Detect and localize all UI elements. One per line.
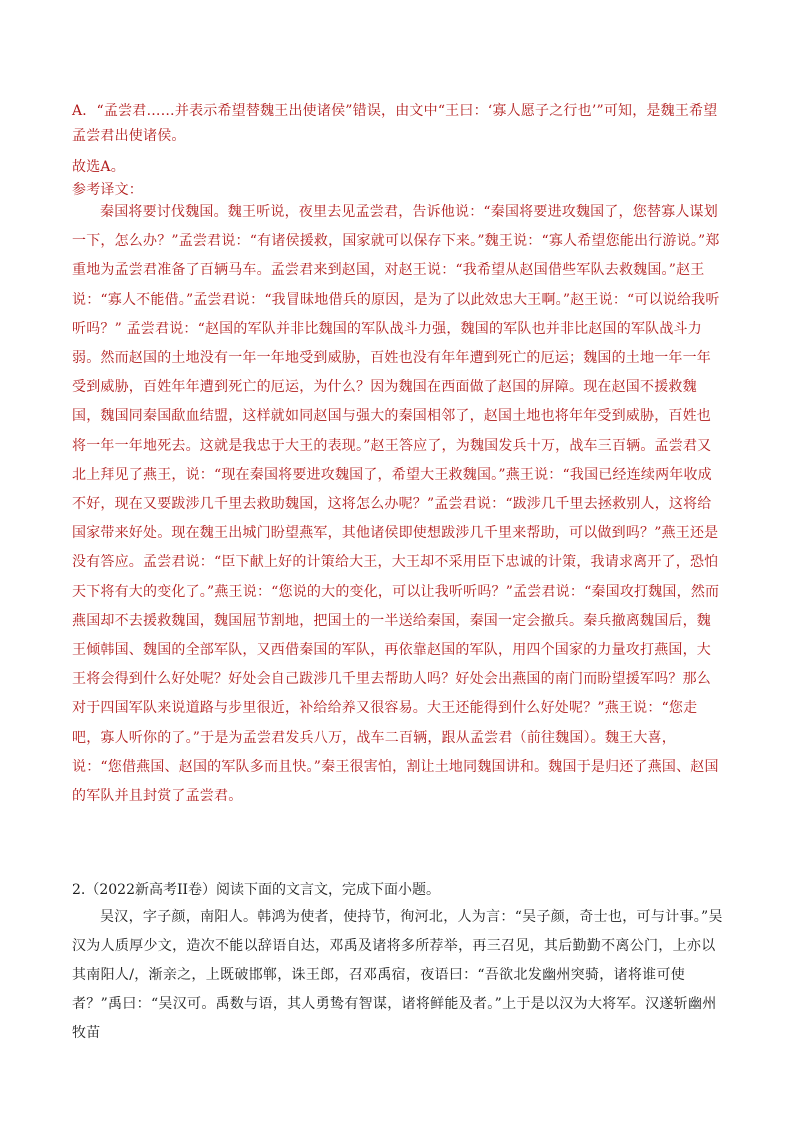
classical-passage: 吴汉，字子颜，南阳人。韩鸿为使者，使持节，徇河北，人为言：“吴子颜，奇士也，可与计事。”吴汉为人质厚少文，造次不能以辞语自达，邓禹及诸将多所荐举，再三召见，其后勤勤不离公门，上亦以其南阳人/，渐亲之，上既破邯郸，诛王郎，召邓禹宿，夜语曰：“吾欲北发幽州突骑，诸将谁可使者？”禹曰：“吴汉可。禹数与语，其人勇鸷有智谋，诸将鲜能及者。”上于是以汉为大将军。汉遂斩幽州牧苗 bbox=[72, 909, 723, 1041]
question-heading: 2.（2022新高考II卷）阅读下面的文言文，完成下面小题。 bbox=[72, 882, 441, 898]
translation-heading: 参考译文： bbox=[72, 182, 143, 198]
translation-body: 秦国将要讨伐魏国。魏王听说，夜里去见孟尝君，告诉他说：“秦国将要进攻魏国了，您替寡人谋划一下，怎么办？”孟尝君说：“有诸侯援救，国家就可以保存下来。”魏王说：“寡人希望您能出行游说。”郑重地为孟尝君准备了百辆马车。孟尝君来到赵国，对赵王说：“我希望从赵国借些军队去救魏国。”赵王说：“寡人不能借。”孟尝君说：“我冒昧地借兵的原因，是为了以此效忠大王啊。”赵王说：“可以说给我听听吗？” 孟尝君说：“赵国的军队并非比魏国的军队战斗力强，魏国的军队也并非比赵国的军队战斗力弱。然而赵国的土地没有一年一年地受到威胁，百姓也没有年年遭到死亡的厄运；魏国的土地一年一年受到威胁，百姓年年遭到死亡的厄运，为什么？因为魏国在西面做了赵国的屏障。现在赵国不援救魏国，魏国同秦国歃血结盟，这样就如同赵国与强大的秦国相邻了，赵国土地也将年年受到威胁，百姓也将一年一年地死去。这就是我忠于大王的表现。”赵王答应了，为魏国发兵十万，战车三百辆。孟尝君又北上拜见了燕王，说：“现在秦国将要进攻魏国了，希望大王救魏国。”燕王说：“我国已经连续两年收成不好，现在又要跋涉几千里去救助魏国，这将怎么办呢？”孟尝君说：“跋涉几千里去拯救别人，这将给国家带来好处。现在魏王出城门盼望燕军，其他诸侯即使想跋涉几千里来帮助，可以做到吗？”燕王还是没有答应。孟尝君说：“臣下献上好的计策给大王，大王却不采用臣下忠诚的计策，我请求离开了，恐怕天下将有大的变化了。”燕王说：“您说的大的变化，可以让我听听吗？”孟尝君说：“秦国攻打魏国，然而燕国却不去援救魏国，魏国屈节割地，把国土的一半送给秦国，秦国一定会撤兵。秦兵撤离魏国后，魏王倾韩国、魏国的全部军队，又西借秦国的军队，再依靠赵国的军队，用四个国家的力量攻打燕国，大王将会得到什么好处呢？好处会自己跋涉几千里去帮助人吗？好处会出燕国的南门而盼望援军吗？那么对于四国军队来说道路与步里很近，补给给养又很容易。大王还能得到什么好处呢？”燕王说：“您走吧，寡人听你的了。”于是为孟尝君发兵八万，战车二百辆，跟从孟尝君（前往魏国）。魏王大喜，说：“您借燕国、赵国的军队多而且快。”秦王很害怕，割让土地同魏国讲和。魏国于是归还了燕国、赵国的军队并且封赏了孟尝君。 bbox=[72, 204, 720, 805]
answer-explanation-a: A．“孟尝君……并表示希望替魏王出使诸侯”错误，由文中“王曰：‘寡人愿子之行也’”可知，是魏王希望孟尝君出使诸侯。 bbox=[72, 103, 718, 144]
answer-choice: 故选A。 bbox=[72, 159, 125, 175]
